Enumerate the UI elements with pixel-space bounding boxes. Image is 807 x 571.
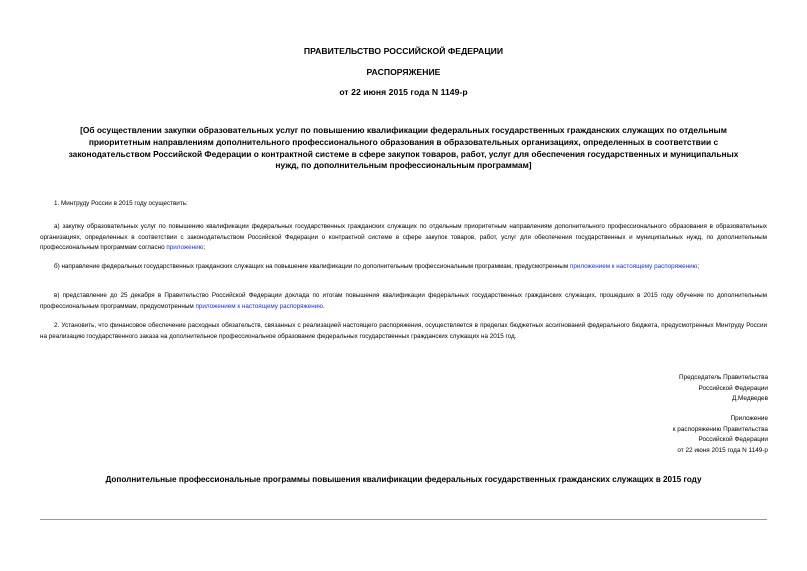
paragraph-text: ; bbox=[203, 244, 206, 252]
paragraph-text: б) направление федеральных государственных гражданских служащих на повышение квалификации по дополнительным профессиональным программам, предусмотренным bbox=[54, 263, 570, 270]
document-type-heading: РАСПОРЯЖЕНИЕ bbox=[366, 67, 441, 77]
paragraph-2 bbox=[40, 321, 767, 342]
paragraph-text: ; bbox=[697, 263, 700, 270]
annex-link[interactable]: приложению bbox=[166, 244, 204, 252]
title-line: нужд, по дополнительным профессиональным программам] bbox=[275, 160, 532, 171]
annex-line: от 22 июня 2015 года N 1149-р bbox=[677, 446, 768, 454]
annex-reference-block bbox=[673, 414, 768, 456]
paragraph-text: 2. Установить, что финансовое обеспечение расходных обязательств, связанных с реализацией настоящего распоряжения, осуществляется в пределах бюджетных ассигнований федерального бюджета, предусмотренных Минтруду России на реализацию государственного заказа на дополнительное профессиональное образование федеральных государственных гражданских служащих на 2015 год. bbox=[40, 322, 767, 340]
annex-link[interactable]: приложением к настоящему распоряжению bbox=[195, 302, 323, 310]
signature-block bbox=[679, 373, 768, 405]
paragraph-1c bbox=[40, 291, 767, 312]
document-title bbox=[40, 125, 767, 172]
signature-line: Председатель Правительства bbox=[679, 374, 768, 381]
paragraph-text: 1. Минтруду России в 2015 году осуществить: bbox=[54, 200, 188, 207]
signature-line: Д.Медведев bbox=[731, 395, 768, 403]
paragraph-1b bbox=[40, 262, 767, 273]
annex-link[interactable]: приложением к настоящему распоряжению bbox=[569, 263, 698, 270]
paragraph-1 bbox=[40, 199, 767, 210]
annex-line: к распоряжению Правительства bbox=[672, 425, 768, 433]
paragraph-1a bbox=[40, 222, 767, 254]
annex-line: Приложение bbox=[730, 415, 768, 422]
annex-title: Дополнительные профессиональные программы повышения квалификации федеральных государственных гражданских служащих в 2015 году bbox=[105, 475, 702, 484]
title-line: приоритетным направлениям дополнительного профессионального образования в образовательных организациях, определенных в соответствии с bbox=[88, 136, 719, 147]
signature-line: Российской Федерации bbox=[698, 384, 768, 392]
government-heading: ПРАВИТЕЛЬСТВО РОССИЙСКОЙ ФЕДЕРАЦИИ bbox=[303, 46, 504, 56]
annex-line: Российской Федерации bbox=[698, 436, 768, 444]
paragraph-text: а) закупку образовательных услуг по повышению квалификации федеральных государственных гражданских служащих по отдельным приоритетным направлениям дополнительного профессионального образования в образовательных организациях, определенных в соответствии с законодательством Российской Федерации о контрактной системе в сфере закупок товаров, работ, услуг для обеспечения государственных и муниципальных нужд, по дополнительным профессиональным программам согласно bbox=[40, 223, 767, 252]
title-line: [Об осуществлении закупки образовательных услуг по повышению квалификации федеральных государственных гражданских служащих по отдельным bbox=[80, 125, 727, 135]
title-line: законодательством Российской Федерации о контрактной системе в сфере закупок товаров, работ, услуг для обеспечения государственных и муниципальных bbox=[68, 148, 739, 159]
document-date-number: от 22 июня 2015 года N 1149-р bbox=[339, 87, 468, 97]
paragraph-text: в) представление до 25 декабря в Правительство Российской Федерации доклада по итогам повышения квалификации федеральных государственных гражданских служащих, прошедших в 2015 году обучение по дополнительным профессиональным программам, предусмотренным bbox=[40, 292, 767, 310]
paragraph-text: . bbox=[322, 302, 325, 310]
divider bbox=[40, 519, 767, 520]
